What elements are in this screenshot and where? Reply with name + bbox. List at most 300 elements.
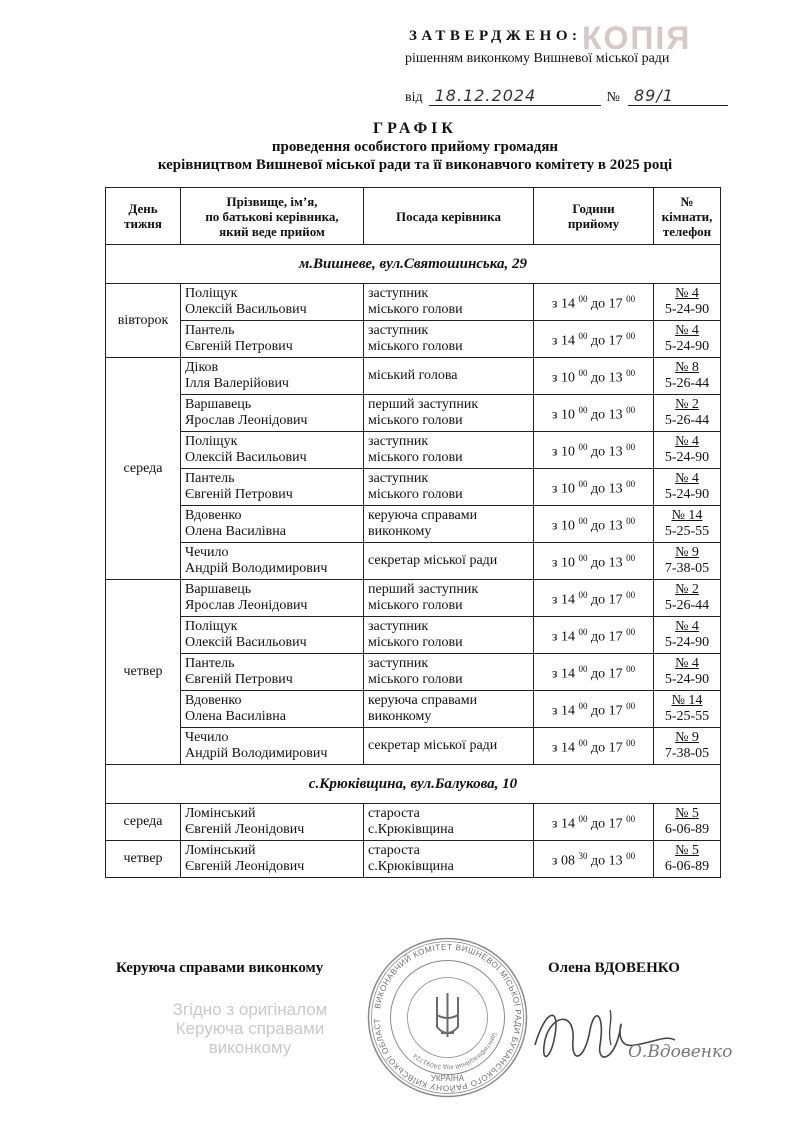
stamp-line: Згідно з оригіналом	[172, 1000, 328, 1019]
position-line: заступник	[368, 434, 429, 449]
approval-block	[405, 28, 735, 67]
room-number: № 14	[671, 693, 703, 708]
room-cell	[654, 804, 721, 841]
from-hour: 10	[560, 555, 575, 571]
table-row	[106, 691, 721, 728]
room-number: № 2	[675, 582, 699, 597]
header-name	[181, 188, 364, 245]
header-line: тижня	[124, 216, 162, 231]
position-line: міського голови	[368, 672, 463, 687]
room-cell	[654, 580, 721, 617]
position-cell	[364, 432, 534, 469]
room-number: № 9	[675, 730, 699, 745]
to-hour: 17	[608, 296, 623, 312]
position-line: виконкому	[368, 709, 432, 724]
position-line: заступник	[368, 656, 429, 671]
hours-cell	[534, 691, 654, 728]
time-from-word: з	[551, 816, 558, 832]
position-cell	[364, 691, 534, 728]
day-cell: четвер	[106, 580, 181, 765]
to-minute: 00	[626, 590, 636, 601]
room-number: № 4	[675, 286, 699, 301]
from-hour: 14	[560, 629, 575, 645]
from-hour: 14	[560, 666, 575, 682]
position-line: міського голови	[368, 413, 463, 428]
table-row	[106, 580, 721, 617]
table-row	[106, 284, 721, 321]
room-cell	[654, 432, 721, 469]
signature-name: Олена ВДОВЕНКО	[548, 960, 680, 976]
header-line: по батькові керівника,	[205, 208, 339, 224]
name-cell	[181, 432, 364, 469]
to-hour: 13	[608, 407, 623, 423]
given-names: Олена Василівна	[185, 524, 286, 539]
to-hour: 17	[608, 592, 623, 608]
position-line: заступник	[368, 286, 429, 301]
position-line: перший заступник	[368, 582, 479, 597]
number-value: 89/1	[628, 86, 728, 106]
from-hour: 10	[560, 407, 575, 423]
time-from-word: з	[551, 296, 558, 312]
position-line: міського голови	[368, 635, 463, 650]
room-number: № 5	[675, 843, 699, 858]
from-minute: 00	[578, 442, 588, 453]
approval-date-row	[405, 86, 728, 106]
hours-cell	[534, 804, 654, 841]
time-to-word: до	[590, 370, 606, 386]
position-cell	[364, 654, 534, 691]
phone-number: 5-24-90	[664, 487, 710, 502]
phone-number: 7-38-05	[664, 746, 710, 761]
to-hour: 13	[608, 481, 623, 497]
table-row	[106, 654, 721, 691]
schedule-table	[105, 187, 721, 878]
room-cell	[654, 395, 721, 432]
name-cell	[181, 804, 364, 841]
time-to-word: до	[590, 703, 606, 719]
seal-inner-text: Ідентифікаційний код 34091724	[412, 1031, 498, 1071]
handwritten-name: О.Вдовенко	[628, 1042, 733, 1062]
name-cell	[181, 395, 364, 432]
position-line: перший заступник	[368, 397, 479, 412]
name-cell	[181, 691, 364, 728]
from-hour: 14	[560, 703, 575, 719]
time-from-word: з	[551, 407, 558, 423]
table-row	[106, 395, 721, 432]
room-number: № 4	[675, 619, 699, 634]
name-cell	[181, 654, 364, 691]
room-number: № 8	[675, 360, 699, 375]
room-cell	[654, 321, 721, 358]
from-minute: 00	[578, 516, 588, 527]
to-hour: 17	[608, 740, 623, 756]
to-hour: 17	[608, 666, 623, 682]
phone-number: 6-06-89	[664, 822, 710, 837]
position-cell	[364, 841, 534, 878]
from-hour: 10	[560, 444, 575, 460]
phone-number: 5-25-55	[664, 524, 710, 539]
from-minute: 00	[578, 331, 588, 342]
from-minute: 00	[578, 627, 588, 638]
room-cell	[654, 358, 721, 395]
position-line: секретар міської ради	[368, 553, 498, 568]
from-minute: 00	[578, 590, 588, 601]
room-number: № 4	[675, 434, 699, 449]
from-hour: 14	[560, 592, 575, 608]
from-hour: 14	[560, 740, 575, 756]
seal-outer-text: ВИКОНАВЧИЙ КОМІТЕТ ВИШНЕВОЇ МІСЬКОЇ РАДИ БУЧАНСЬКОГО РАЙОНУ КИЇВСЬКОЇ ОБЛАСТ	[372, 942, 523, 1093]
room-cell	[654, 617, 721, 654]
date-value: 18.12.2024	[429, 86, 601, 106]
from-hour: 10	[560, 518, 575, 534]
position-cell	[364, 469, 534, 506]
position-line: секретар міської ради	[368, 738, 498, 753]
phone-number: 7-38-05	[664, 561, 710, 576]
time-from-word: з	[551, 518, 558, 534]
schedule-body	[106, 245, 721, 878]
name-cell	[181, 543, 364, 580]
svg-text:Ідентифікаційний код 34091724	[412, 1032, 498, 1071]
to-hour: 13	[608, 853, 623, 869]
from-hour: 10	[560, 370, 575, 386]
to-hour: 17	[608, 703, 623, 719]
table-row	[106, 728, 721, 765]
header-hours	[534, 188, 654, 245]
position-line: староста	[368, 843, 420, 858]
position-line: міського голови	[368, 450, 463, 465]
header-line: №	[680, 193, 694, 209]
position-line: с.Крюківщина	[368, 859, 454, 874]
phone-number: 5-24-90	[664, 339, 710, 354]
position-cell	[364, 580, 534, 617]
time-from-word: з	[551, 444, 558, 460]
from-minute: 00	[578, 368, 588, 379]
position-line: міського голови	[368, 339, 463, 354]
header-line: прийому	[567, 216, 620, 231]
from-minute: 00	[578, 701, 588, 712]
from-hour: 10	[560, 481, 575, 497]
from-hour: 08	[560, 853, 575, 869]
from-minute: 00	[578, 814, 588, 825]
phone-number: 5-24-90	[664, 635, 710, 650]
from-minute: 00	[578, 738, 588, 749]
hours-cell	[534, 284, 654, 321]
from-minute: 00	[578, 405, 588, 416]
room-number: № 14	[671, 508, 703, 523]
table-row	[106, 543, 721, 580]
position-line: заступник	[368, 471, 429, 486]
given-names: Ярослав Леонідович	[185, 598, 308, 613]
header-room	[654, 188, 721, 245]
to-hour: 13	[608, 518, 623, 534]
table-row	[106, 617, 721, 654]
from-minute: 00	[578, 664, 588, 675]
room-cell	[654, 841, 721, 878]
given-names: Ілля Валерійович	[185, 376, 289, 391]
room-number: № 5	[675, 806, 699, 821]
time-to-word: до	[590, 518, 606, 534]
header-day	[106, 188, 181, 245]
hours-cell	[534, 617, 654, 654]
time-to-word: до	[590, 444, 606, 460]
position-cell	[364, 321, 534, 358]
original-copy-stamp	[150, 1000, 350, 1057]
position-cell	[364, 543, 534, 580]
time-to-word: до	[590, 816, 606, 832]
location-cell: с.Крюківщина, вул.Балукова, 10	[106, 765, 721, 804]
table-row	[106, 469, 721, 506]
to-minute: 00	[626, 405, 636, 416]
to-minute: 00	[626, 627, 636, 638]
copy-stamp: КОПІЯ	[582, 20, 692, 56]
to-minute: 00	[626, 553, 636, 564]
position-cell	[364, 728, 534, 765]
phone-number: 5-24-90	[664, 302, 710, 317]
time-from-word: з	[551, 555, 558, 571]
handwritten-signature	[515, 990, 745, 1080]
stamp-line: Керуюча справами	[175, 1019, 325, 1038]
room-number: № 4	[675, 323, 699, 338]
to-hour: 17	[608, 816, 623, 832]
time-to-word: до	[590, 333, 606, 349]
surname: Варшавець	[185, 397, 252, 412]
given-names: Олена Василівна	[185, 709, 286, 724]
table-row	[106, 841, 721, 878]
header-line: який веде прийом	[219, 223, 325, 239]
day-cell: середа	[106, 358, 181, 580]
hours-cell	[534, 395, 654, 432]
time-from-word: з	[551, 629, 558, 645]
surname: Діков	[185, 360, 219, 375]
date-prefix: від	[405, 90, 423, 105]
table-row	[106, 506, 721, 543]
surname: Ломінський	[185, 806, 256, 821]
signature-role: Керуюча справами виконкому	[116, 960, 324, 976]
position-line: керуюча справами	[368, 508, 478, 523]
from-minute: 00	[578, 553, 588, 564]
approval-line: рішенням виконкому Вишневої міської ради	[405, 51, 670, 66]
time-to-word: до	[590, 666, 606, 682]
to-minute: 00	[626, 294, 636, 305]
surname: Пантель	[185, 323, 235, 338]
hours-cell	[534, 506, 654, 543]
surname: Вдовенко	[185, 693, 242, 708]
given-names: Олексій Васильович	[185, 450, 307, 465]
from-minute: 30	[578, 851, 588, 862]
surname: Поліщук	[185, 286, 238, 301]
given-names: Євгеній Петрович	[185, 672, 293, 687]
to-minute: 00	[626, 442, 636, 453]
name-cell	[181, 284, 364, 321]
header-position	[364, 188, 534, 245]
room-number: № 4	[675, 656, 699, 671]
to-minute: 00	[626, 814, 636, 825]
to-hour: 13	[608, 555, 623, 571]
surname: Поліщук	[185, 434, 238, 449]
phone-number: 5-24-90	[664, 672, 710, 687]
to-hour: 17	[608, 629, 623, 645]
position-cell	[364, 358, 534, 395]
name-cell	[181, 321, 364, 358]
stamp-line: виконкому	[208, 1038, 292, 1057]
to-minute: 00	[626, 701, 636, 712]
position-cell	[364, 395, 534, 432]
position-line: староста	[368, 806, 420, 821]
time-to-word: до	[590, 481, 606, 497]
day-cell: середа	[106, 804, 181, 841]
time-to-word: до	[590, 296, 606, 312]
from-minute: 00	[578, 294, 588, 305]
seal-bottom-text: УКРАЇНА	[430, 1074, 465, 1083]
given-names: Андрій Володимирович	[185, 561, 328, 576]
to-minute: 00	[626, 738, 636, 749]
hours-cell	[534, 321, 654, 358]
name-cell	[181, 506, 364, 543]
time-to-word: до	[590, 407, 606, 423]
position-line: міського голови	[368, 598, 463, 613]
time-to-word: до	[590, 853, 606, 869]
phone-number: 5-26-44	[664, 598, 710, 613]
time-from-word: з	[551, 333, 558, 349]
trident-icon	[437, 993, 458, 1037]
surname: Чечило	[185, 545, 229, 560]
header-line: День	[128, 201, 158, 216]
phone-number: 5-26-44	[664, 413, 710, 428]
room-cell	[654, 543, 721, 580]
phone-number: 6-06-89	[664, 859, 710, 874]
to-minute: 00	[626, 851, 636, 862]
position-cell	[364, 284, 534, 321]
to-minute: 00	[626, 664, 636, 675]
table-row	[106, 432, 721, 469]
position-line: заступник	[368, 323, 429, 338]
given-names: Олексій Васильович	[185, 635, 307, 650]
surname: Поліщук	[185, 619, 238, 634]
location-cell: м.Вишневе, вул.Святошинська, 29	[106, 245, 721, 284]
hours-cell	[534, 841, 654, 878]
given-names: Ярослав Леонідович	[185, 413, 308, 428]
approval-heading: ЗАТВЕРДЖЕНО:	[409, 28, 582, 44]
to-minute: 00	[626, 516, 636, 527]
room-cell	[654, 506, 721, 543]
time-to-word: до	[590, 629, 606, 645]
from-hour: 14	[560, 816, 575, 832]
from-hour: 14	[560, 296, 575, 312]
phone-number: 5-25-55	[664, 709, 710, 724]
header-line: Посада керівника	[396, 208, 501, 224]
official-seal	[365, 935, 530, 1100]
time-from-word: з	[551, 853, 558, 869]
header-line: Прізвище, ім’я,	[226, 193, 318, 209]
time-from-word: з	[551, 370, 558, 386]
position-line: керуюча справами	[368, 693, 478, 708]
table-row	[106, 804, 721, 841]
hours-cell	[534, 432, 654, 469]
given-names: Євгеній Леонідович	[185, 859, 305, 874]
time-from-word: з	[551, 666, 558, 682]
header-line: Години	[572, 201, 615, 216]
hours-cell	[534, 358, 654, 395]
number-prefix: №	[606, 90, 620, 105]
given-names: Євгеній Петрович	[185, 339, 293, 354]
given-names: Андрій Володимирович	[185, 746, 328, 761]
position-cell	[364, 804, 534, 841]
hours-cell	[534, 543, 654, 580]
to-minute: 00	[626, 331, 636, 342]
given-names: Олексій Васильович	[185, 302, 307, 317]
position-line: міський голова	[368, 368, 458, 383]
time-to-word: до	[590, 740, 606, 756]
room-cell	[654, 654, 721, 691]
position-line: виконкому	[368, 524, 432, 539]
table-row	[106, 321, 721, 358]
surname: Ломінський	[185, 843, 256, 858]
position-line: міського голови	[368, 487, 463, 502]
phone-number: 5-24-90	[664, 450, 710, 465]
to-minute: 00	[626, 479, 636, 490]
surname: Варшавець	[185, 582, 252, 597]
time-to-word: до	[590, 592, 606, 608]
room-number: № 4	[675, 471, 699, 486]
position-line: заступник	[368, 619, 429, 634]
position-line: міського голови	[368, 302, 463, 317]
position-line: с.Крюківщина	[368, 822, 454, 837]
room-number: № 9	[675, 545, 699, 560]
day-cell: вівторок	[106, 284, 181, 358]
to-minute: 00	[626, 368, 636, 379]
room-cell	[654, 469, 721, 506]
hours-cell	[534, 654, 654, 691]
given-names: Євгеній Петрович	[185, 487, 293, 502]
title-line-1: ГРАФІК	[372, 120, 458, 137]
from-hour: 14	[560, 333, 575, 349]
to-hour: 13	[608, 370, 623, 386]
header-line: кімнати,	[661, 208, 713, 224]
name-cell	[181, 358, 364, 395]
position-cell	[364, 617, 534, 654]
location-row	[106, 765, 721, 804]
name-cell	[181, 841, 364, 878]
name-cell	[181, 469, 364, 506]
day-cell: четвер	[106, 841, 181, 878]
from-minute: 00	[578, 479, 588, 490]
table-header-row	[106, 188, 721, 245]
to-hour: 13	[608, 444, 623, 460]
hours-cell	[534, 728, 654, 765]
room-cell	[654, 728, 721, 765]
surname: Чечило	[185, 730, 229, 745]
time-from-word: з	[551, 740, 558, 756]
room-cell	[654, 691, 721, 728]
header-line: телефон	[662, 223, 712, 239]
surname: Пантель	[185, 656, 235, 671]
hours-cell	[534, 469, 654, 506]
name-cell	[181, 617, 364, 654]
name-cell	[181, 580, 364, 617]
location-row	[106, 245, 721, 284]
time-from-word: з	[551, 481, 558, 497]
hours-cell	[534, 580, 654, 617]
name-cell	[181, 728, 364, 765]
position-cell	[364, 506, 534, 543]
surname: Вдовенко	[185, 508, 242, 523]
table-row	[106, 358, 721, 395]
room-cell	[654, 284, 721, 321]
document-title	[0, 120, 800, 174]
title-line-2: проведення особистого прийому громадян	[271, 139, 559, 155]
phone-number: 5-26-44	[664, 376, 710, 391]
title-line-3: керівництвом Вишневої міської ради та її виконавчого комітету в 2025 році	[157, 157, 673, 173]
